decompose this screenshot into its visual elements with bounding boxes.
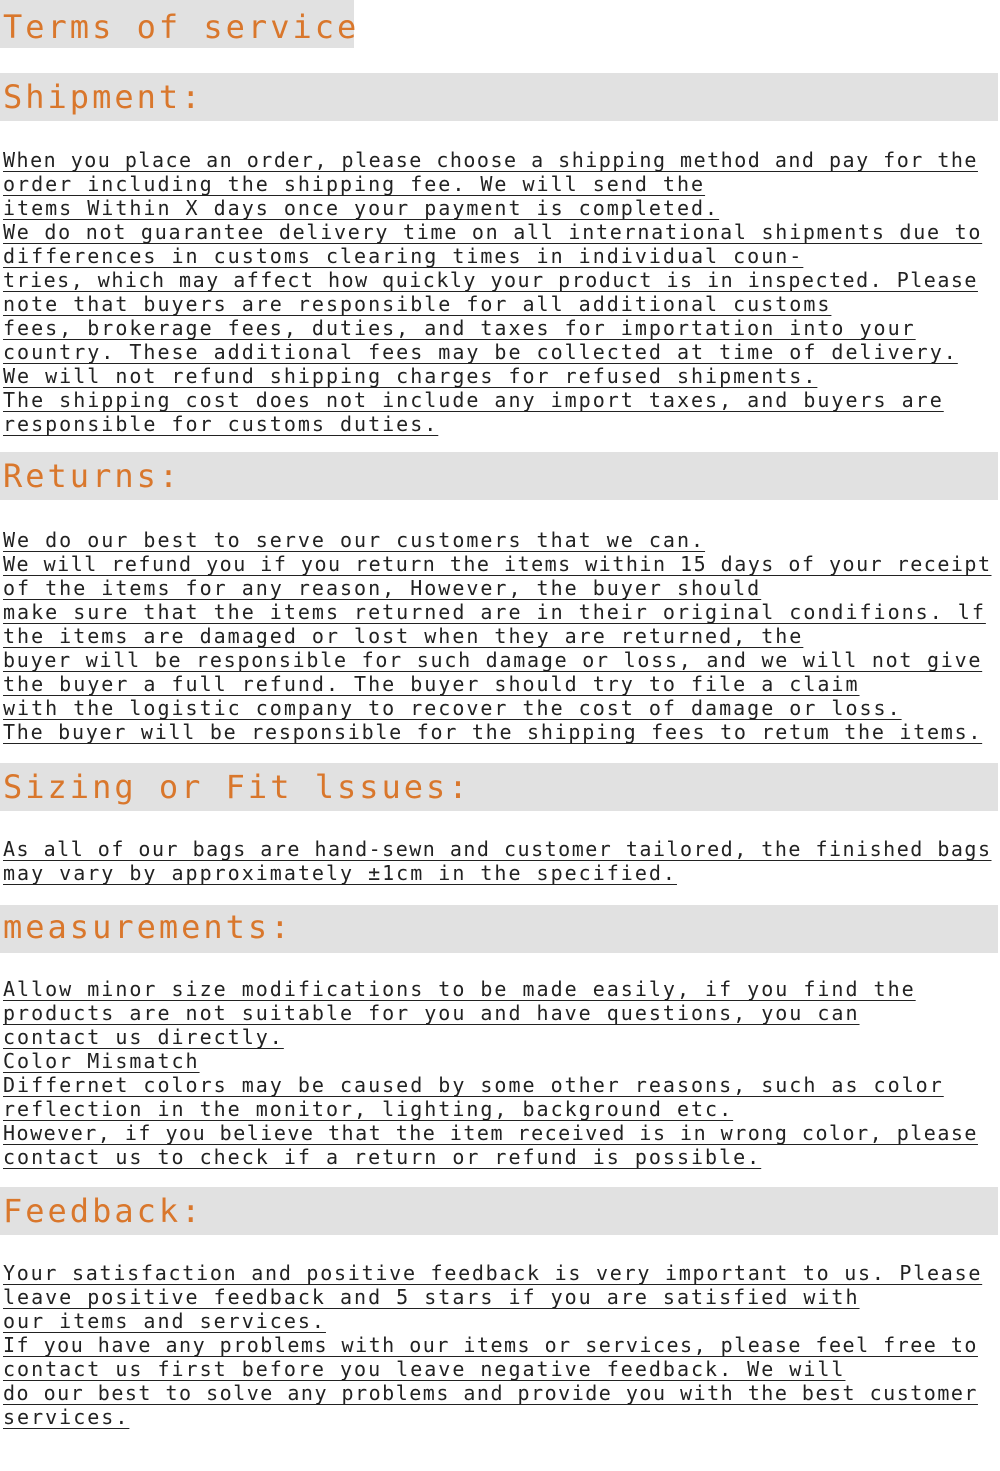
text-line: The buyer will be responsible for the shipping fees to retum the items. — [3, 720, 983, 744]
text-line: Differnet colors may be caused by some other reasons, such as color — [3, 1073, 944, 1097]
text-line: contact us to check if a return or refund is possible. — [3, 1145, 762, 1169]
text-line: We do our best to serve our customers that we can. — [3, 528, 706, 552]
text-line: Your satisfaction and positive feedback is very important to us. Please — [3, 1261, 983, 1285]
text-line: services. — [3, 1405, 130, 1429]
page-title: Terms of service — [3, 8, 360, 46]
section-heading-feedback: Feedback: — [3, 1192, 204, 1230]
text-line: reflection in the monitor, lighting, background etc. — [3, 1097, 734, 1121]
section-heading-sizing: Sizing or Fit lssues: — [3, 768, 471, 806]
text-line: with the logistic company to recover the cost of damage or loss. — [3, 696, 902, 720]
text-line: tries, which may affect how quickly your product is in inspected. Please — [3, 268, 978, 292]
section-body-measurements — [3, 977, 978, 1169]
text-line: Color Mismatch — [3, 1049, 200, 1073]
text-line: responsible for customs duties. — [3, 412, 439, 436]
text-line: We will refund you if you return the items within 15 days of your receipt — [3, 552, 992, 576]
text-line: make sure that the items returned are in their original condifions. lf — [3, 600, 986, 624]
section-body-sizing — [3, 837, 992, 885]
text-line: contact us first before you leave negative feedback. We will — [3, 1357, 846, 1381]
text-line: of the items for any reason, However, the buyer should — [3, 576, 762, 600]
text-line: When you place an order, please choose a shipping method and pay for the — [3, 148, 978, 172]
section-body-shipment — [3, 148, 982, 436]
text-line: differences in customs clearing times in individual coun- — [3, 244, 804, 268]
text-line: If you have any problems with our items or services, please feel free to — [3, 1333, 978, 1357]
text-line: order including the shipping fee. We will send the — [3, 172, 706, 196]
text-line: country. These additional fees may be collected at time of delivery. — [3, 340, 958, 364]
text-line: leave positive feedback and 5 stars if you are satisfied with — [3, 1285, 860, 1309]
text-line: fees, brokerage fees, duties, and taxes for importation into your — [3, 316, 916, 340]
text-line: contact us directly. — [3, 1025, 284, 1049]
text-line: We do not guarantee delivery time on all international shipments due to — [3, 220, 983, 244]
text-line: As all of our bags are hand-sewn and customer tailored, the finished bags — [3, 837, 992, 861]
text-line: buyer will be responsible for such damage or loss, and we will not give — [3, 648, 983, 672]
text-line: The shipping cost does not include any import taxes, and buyers are — [3, 388, 944, 412]
text-line: do our best to solve any problems and provide you with the best customer — [3, 1381, 978, 1405]
text-line: items Within X days once your payment is completed. — [3, 196, 720, 220]
section-heading-measurements: measurements: — [3, 908, 293, 946]
text-line: Allow minor size modifications to be made easily, if you find the — [3, 977, 916, 1001]
text-line: the items are damaged or lost when they are returned, the — [3, 624, 804, 648]
text-line: note that buyers are responsible for all additional customs — [3, 292, 832, 316]
text-line: may vary by approximately ±1cm in the specified. — [3, 861, 677, 885]
text-line: We will not refund shipping charges for refused shipments. — [3, 364, 818, 388]
section-body-returns — [3, 528, 992, 744]
text-line: However, if you believe that the item received is in wrong color, please — [3, 1121, 978, 1145]
text-line: the buyer a full refund. The buyer should try to file a claim — [3, 672, 860, 696]
section-heading-shipment: Shipment: — [3, 78, 204, 116]
text-line: our items and services. — [3, 1309, 326, 1333]
section-heading-returns: Returns: — [3, 457, 182, 495]
section-body-feedback — [3, 1261, 982, 1429]
text-line: products are not suitable for you and have questions, you can — [3, 1001, 860, 1025]
